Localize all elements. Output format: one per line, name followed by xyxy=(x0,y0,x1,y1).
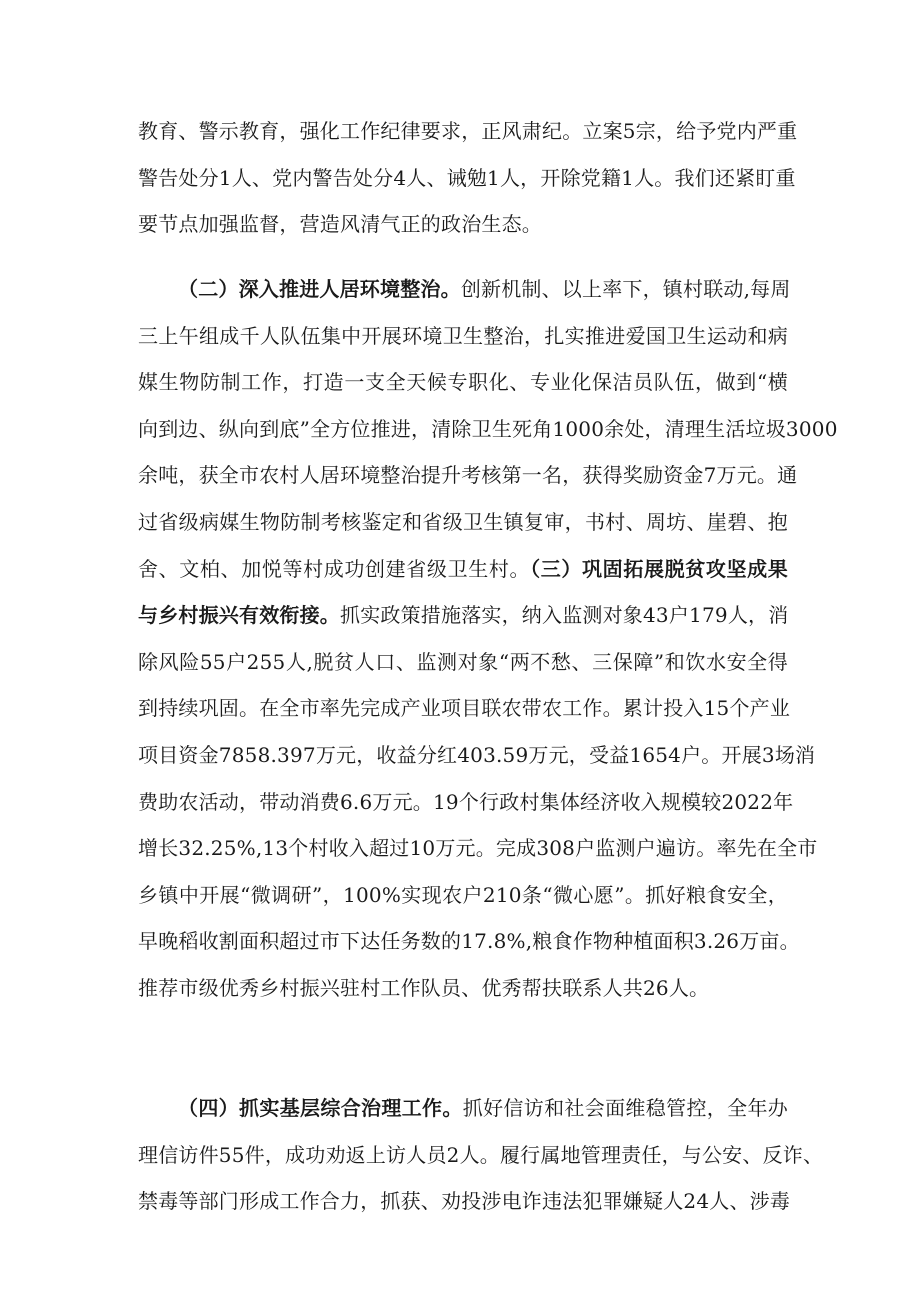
text-line xyxy=(138,499,788,546)
text-run: 除风险55户255人,脱贫人口、监测对象“两不愁、三保障”和饮水安全得 xyxy=(138,649,788,674)
text-run: 乡镇中开展“微调研”，100%实现农户210条“微心愿”。抓好粮食安全， xyxy=(138,882,788,907)
paragraph-discipline xyxy=(138,108,798,248)
text-run: 抓好信访和社会面维稳管控，全年办 xyxy=(462,1096,788,1120)
text-run: 过省级病媒生物防制考核鉴定和省级卫生镇复审，书村、周坊、崖碧、抱 xyxy=(138,509,788,534)
paragraph-environment-and-rural-revitalization xyxy=(138,266,838,1012)
section-heading-2: （二）深入推进人居环境整治。 xyxy=(178,277,461,301)
text-run: 要节点加强监督，营造风清气正的政治生态。 xyxy=(138,212,542,237)
text-line xyxy=(138,266,791,313)
text-line xyxy=(138,359,788,406)
text-run: 理信访件55件，成功劝返上访人员2人。履行属地管理责任，与公安、反诈、 xyxy=(138,1142,824,1167)
text-run: 增长32.25%,13个村收入超过10万元。完成308户监测户遍访。率先在全市 xyxy=(138,836,818,861)
text-line xyxy=(138,1178,791,1225)
text-run: 余吨，获全市农村人居环境整治提升考核第一名，获得奖励资金7万元。通 xyxy=(138,463,798,488)
text-line xyxy=(138,1132,824,1179)
section-heading-3-cont: 与乡村振兴有效衔接。 xyxy=(138,603,340,628)
text-line xyxy=(138,313,788,360)
text-line xyxy=(138,201,788,248)
text-line xyxy=(138,546,788,593)
text-run: 向到边、纵向到底”全方位推进，清除卫生死角1000余处，清理生活垃圾3000 xyxy=(138,416,838,441)
text-run: 抓实政策措施落实，纳入监测对象43户179人，消 xyxy=(340,603,789,628)
text-run: 早晚稻收割面积超过市下达任务数的17.8%,粮食作物种植面积3.26万亩。 xyxy=(138,929,800,954)
text-line xyxy=(138,918,800,965)
text-line xyxy=(138,779,794,826)
text-run: 费助农活动，带动消费6.6万元。19个行政村集体经济收入规模较2022年 xyxy=(138,789,794,814)
text-run: 警告处分1人、党内警告处分4人、诫勉1人，开除党籍1人。我们还紧盯重 xyxy=(138,165,796,190)
text-run: 教育、警示教育，强化工作纪律要求，正风肃纪。立案5宗，给予党内严重 xyxy=(138,119,798,143)
section-heading-4: （四）抓实基层综合治理工作。 xyxy=(178,1096,463,1120)
text-line xyxy=(138,965,788,1012)
text-line xyxy=(138,155,796,202)
text-line xyxy=(138,732,816,779)
text-line xyxy=(138,639,788,686)
text-line xyxy=(138,406,838,453)
text-run: 项目资金7858.397万元，收益分红403.59万元，受益1654户。开展3场消 xyxy=(138,742,816,767)
text-line xyxy=(138,452,798,499)
text-run: 到持续巩固。在全市率先完成产业项目联农带农工作。累计投入15个产业 xyxy=(138,696,791,721)
text-line xyxy=(138,825,818,872)
text-run: 媒生物防制工作，打造一支全天候专职化、专业化保洁员队伍，做到“横 xyxy=(138,370,788,395)
text-run: 创新机制、以上率下，镇村联动,每周 xyxy=(460,277,791,301)
text-line xyxy=(138,108,798,155)
text-line xyxy=(138,592,788,639)
text-run: 舍、文柏、加悦等村成功创建省级卫生村。 xyxy=(138,556,531,581)
text-line xyxy=(138,872,788,919)
text-line xyxy=(138,1085,788,1132)
text-run: 禁毒等部门形成工作合力，抓获、劝投涉电诈违法犯罪嫌疑人24人、涉毒 xyxy=(138,1189,791,1214)
paragraph-grassroots-governance xyxy=(138,1085,824,1225)
text-run: 推荐市级优秀乡村振兴驻村工作队员、优秀帮扶联系人共26人。 xyxy=(138,975,710,1000)
text-run: 三上午组成千人队伍集中开展环境卫生整治，扎实推进爱国卫生运动和病 xyxy=(138,323,788,348)
text-line xyxy=(138,685,791,732)
section-heading-3: （三）巩固拓展脱贫攻坚成果 xyxy=(530,556,788,581)
